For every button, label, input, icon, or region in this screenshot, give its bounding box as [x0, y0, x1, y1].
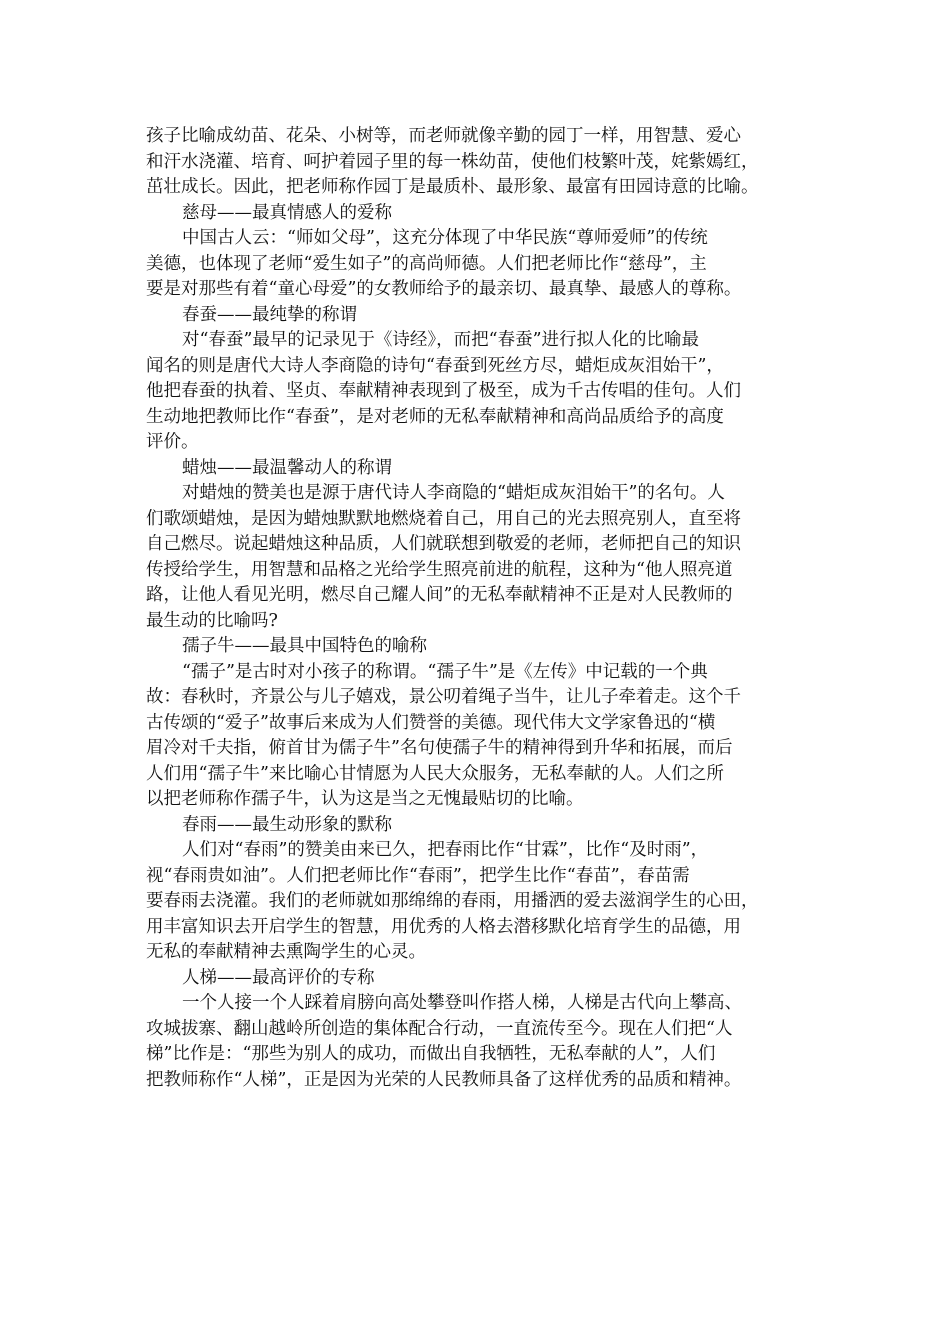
text-line: 评价。: [146, 432, 199, 452]
text-line: 传授给学生，用智慧和品格之光给学生照亮前进的航程，这种为“他人照亮道: [146, 559, 733, 580]
heading-text: 孺子牛——最具中国特色的喻称: [182, 636, 427, 656]
body-paragraph: [146, 660, 816, 813]
text-line: 以把老师称作孺子牛，认为这是当之无愧最贴切的比喻。: [146, 789, 584, 809]
text-line: 自己燃尽。说起蜡烛这种品质，人们就联想到敬爱的老师，老师把自己的知识: [146, 534, 741, 554]
text-line: 美德，也体现了老师“爱生如子”的高尚师德。人们把老师比作“慈母”，主: [146, 253, 707, 274]
section-heading: [146, 634, 816, 660]
text-line: “孺子”是古时对小孩子的称谓。“孺子牛”是《左传》中记载的一个典: [182, 661, 708, 682]
heading-text: 春蚕——最纯挚的称谓: [182, 304, 357, 325]
document-page: [146, 124, 816, 1093]
text-line: 视“春雨贵如油”。人们把老师比作“春雨”，把学生比作“春苗”，春苗需: [146, 865, 690, 886]
text-line: 他把春蚕的执着、坚贞、奉献精神表现到了极至，成为千古传唱的佳句。人们: [146, 381, 741, 401]
section-heading: [146, 813, 816, 839]
text-line: 人们对“春雨”的赞美由来已久，把春雨比作“甘霖”，比作“及时雨”，: [182, 840, 709, 860]
section-heading: [146, 201, 816, 227]
text-line: 对“春蚕”最早的记录见于《诗经》，而把“春蚕”进行拟人化的比喻最: [182, 330, 700, 350]
body-paragraph: [146, 124, 816, 201]
body-paragraph: [146, 481, 816, 634]
text-line: 路，让他人看见光明，燃尽自己耀人间”的无私奉献精神不正是对人民教师的: [146, 585, 733, 605]
text-line: 闻名的则是唐代大诗人李商隐的诗句“春蚕到死丝方尽，蜡炬成灰泪始干”，: [146, 355, 724, 376]
section-heading: [146, 303, 816, 329]
text-line: 们歌颂蜡烛，是因为蜡烛默默地燃烧着自己，用自己的光去照亮别人，直至将: [146, 508, 741, 529]
text-line: 古传颂的“爱子”故事后来成为人们赞誉的美德。现代伟大文学家鲁迅的“横: [146, 712, 716, 733]
section-heading: [146, 966, 816, 992]
section-heading: [146, 456, 816, 482]
body-paragraph: [146, 226, 816, 303]
text-line: 故：春秋时，齐景公与儿子嬉戏，景公叨着绳子当牛，让儿子牵着走。这个千: [146, 687, 741, 707]
text-line: 和汗水浇灌、培育、呵护着园子里的每一株幼苗，使他们枝繁叶茂，姹紫嫣红，: [146, 151, 759, 172]
text-line: 最生动的比喻吗?: [146, 610, 278, 631]
heading-text: 慈母——最真情感人的爱称: [182, 202, 392, 223]
body-paragraph: [146, 838, 816, 966]
text-line: 生动地把教师比作“春蚕”，是对老师的无私奉献精神和高尚品质给予的高度: [146, 406, 724, 427]
heading-text: 人梯——最高评价的专称: [182, 967, 375, 988]
text-line: 用丰富知识去开启学生的智慧，用优秀的人格去潜移默化培育学生的品德，用: [146, 916, 741, 937]
heading-text: 蜡烛——最温馨动人的称谓: [182, 457, 392, 478]
body-paragraph: [146, 991, 816, 1093]
text-line: 人们用“孺子牛”来比喻心甘情愿为人民大众服务，无私奉献的人。人们之所: [146, 763, 724, 784]
text-line: 要是对那些有着“童心母爱”的女教师给予的最亲切、最真挚、最感人的尊称。: [146, 279, 742, 299]
text-line: 眉冷对千夫指，俯首甘为儒子牛”名句使孺子牛的精神得到升华和拓展，而后: [146, 738, 733, 758]
text-line: 孩子比喻成幼苗、花朵、小树等，而老师就像辛勤的园丁一样，用智慧、爱心: [146, 126, 741, 146]
text-line: 茁壮成长。因此，把老师称作园丁是最质朴、最形象、最富有田园诗意的比喻。: [146, 177, 759, 197]
heading-text: 春雨——最生动形象的默称: [182, 814, 392, 835]
body-paragraph: [146, 328, 816, 456]
text-line: 攻城拔寨、翻山越岭所创造的集体配合行动，一直流传至今。现在人们把“人: [146, 1018, 733, 1039]
text-line: 把教师称作“人梯”，正是因为光荣的人民教师具备了这样优秀的品质和精神。: [146, 1069, 742, 1090]
text-line: 对蜡烛的赞美也是源于唐代诗人李商隐的“蜡炬成灰泪始干”的名句。人: [182, 483, 725, 503]
text-line: 要春雨去浇灌。我们的老师就如那绵绵的春雨，用播洒的爱去滋润学生的心田，: [146, 891, 759, 911]
text-line: 无私的奉献精神去熏陶学生的心灵。: [146, 942, 426, 962]
text-line: 梯”比作是：“那些为别人的成功，而做出自我牺牲，无私奉献的人”，人们: [146, 1044, 716, 1064]
text-line: 一个人接一个人踩着肩膀向高处攀登叫作搭人梯，人梯是古代向上攀高、: [182, 993, 742, 1013]
text-line: 中国古人云：“师如父母”，这充分体现了中华民族“尊师爱师”的传统: [182, 228, 708, 248]
